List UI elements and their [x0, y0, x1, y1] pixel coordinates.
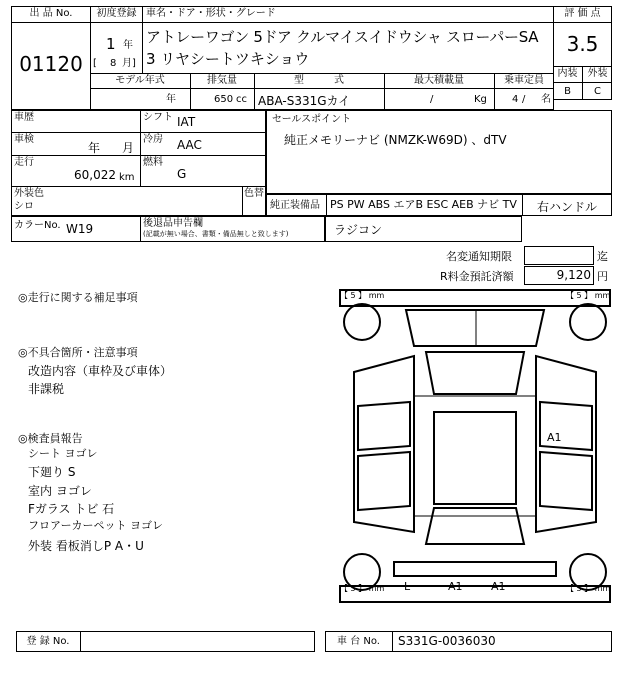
month-unit: 月]	[122, 58, 136, 69]
equipment-value: PS PW ABS エアB ESC AEB ナビ TV	[330, 198, 517, 211]
aftermarket-label: 後退品申告欄	[143, 218, 203, 229]
report-item-1: シート ヨゴレ	[28, 447, 98, 460]
notice-label: 名変通知期限	[446, 250, 512, 263]
damage-mark-rear-right: A1	[491, 580, 506, 593]
damage-mark-right-side: A1	[547, 431, 562, 444]
shift-label: シフト	[143, 112, 173, 123]
color-change-label: 色替	[244, 188, 264, 199]
displacement-label: 排気量	[207, 75, 237, 86]
steering-value: 右ハンドル	[536, 200, 597, 214]
year-unit: 年	[123, 40, 133, 51]
interior-label: 内装	[557, 68, 578, 79]
lot-label: 出 品 No.	[29, 8, 73, 19]
ac-label: 冷房	[143, 134, 163, 145]
color-no-value: W19	[66, 222, 94, 236]
first-reg-month: 8	[110, 58, 117, 69]
notice-value-box	[524, 246, 594, 265]
defects-header: ◎不具合箇所・注意事項	[18, 346, 138, 359]
first-reg-year: 1	[106, 35, 116, 53]
sales-point-label: セールスポイント	[272, 114, 352, 125]
vehicle-name-line2: 3 リヤシートツキショウ	[146, 50, 310, 68]
tire-front-right	[570, 304, 606, 340]
notice-unit: 迄	[597, 250, 608, 263]
defect-item-1: 改造内容（車枠及び車体）	[28, 364, 173, 378]
damage-mark-rear-left: L	[404, 580, 411, 593]
vehicle-label: 車名・ドア・形状・グレード	[146, 8, 276, 19]
tire-front-left	[344, 304, 380, 340]
lot-number: 01120	[19, 52, 83, 76]
tire-depth-top-right: 【 5 】 mm	[566, 291, 611, 300]
report-item-4: Fガラス トビ 石	[28, 502, 115, 516]
vehicle-name-line1: アトレーワゴン 5ドア クルマイスイドウシャ スローパーSA	[146, 28, 539, 46]
displacement-unit: cc	[236, 94, 247, 105]
recycle-label: R料金預託済額	[440, 270, 514, 283]
capacity-slash: /	[522, 94, 526, 105]
chassis-value: S331G-0036030	[398, 634, 496, 648]
inspection-label: 車検	[14, 134, 34, 145]
aftermarket-note: (記載が無い場合、書類・備品無しと致します)	[143, 230, 289, 238]
details-box	[11, 110, 266, 216]
report-item-2: 下廻り S	[28, 465, 76, 479]
score-value: 3.5	[566, 32, 599, 56]
month-bracket: [	[93, 58, 97, 69]
tire-depth-top-left: 【 5 】 mm	[340, 291, 385, 300]
shift-value: IAT	[177, 115, 196, 129]
model-year-label: モデル年式	[115, 75, 165, 86]
windshield	[426, 352, 524, 394]
rear-window	[426, 508, 524, 544]
color-no-label: カラーNo.	[14, 220, 61, 231]
history-label: 車歴	[14, 112, 34, 123]
right-rear-door	[540, 452, 592, 510]
car-condition-diagram	[336, 286, 614, 608]
recycle-unit: 円	[597, 270, 608, 283]
mileage-unit: km	[119, 172, 135, 183]
report-item-3: 室内 ヨゴレ	[28, 484, 92, 498]
inspection-month-unit: 月	[122, 141, 135, 155]
model-value: ABA-S331Gカイ	[258, 94, 351, 108]
mileage-label: 走行	[14, 157, 34, 168]
capacity-label: 乗車定員	[504, 75, 544, 86]
displacement-value: 650	[214, 94, 234, 105]
capacity-unit: 名	[541, 94, 551, 105]
sales-point-text: 純正メモリーナビ (NMZK-W69D) 、dTV	[284, 133, 507, 147]
tire-rear-left	[344, 554, 380, 590]
exterior-grade: C	[594, 86, 601, 97]
tire-depth-bottom-right: 【 5 】 mm	[566, 584, 611, 593]
model-year-unit: 年	[166, 94, 176, 105]
inspection-year-unit: 年	[88, 141, 101, 155]
hood	[406, 310, 544, 346]
exterior-label: 外装	[587, 68, 608, 79]
left-front-door	[358, 402, 410, 450]
interior-grade: B	[564, 86, 571, 97]
fuel-label: 燃料	[143, 157, 163, 168]
score-label: 評 価 点	[564, 8, 601, 19]
ext-color-value: シロ	[14, 201, 34, 212]
model-label: 型 式	[294, 75, 344, 86]
left-rear-door	[358, 452, 410, 510]
tire-depth-bottom-left: 【 5 】 mm	[340, 584, 385, 593]
report-item-5: フロアーカーペット ヨゴレ	[28, 519, 163, 532]
chassis-label: 車 台 No.	[337, 636, 380, 647]
rear-bumper	[394, 562, 556, 576]
roof	[434, 412, 516, 504]
inspector-header: ◎検査員報告	[18, 432, 83, 445]
capacity-value: 4	[512, 94, 519, 105]
max-load-label: 最大積載量	[414, 75, 464, 86]
equipment-label: 純正装備品	[270, 200, 320, 211]
fuel-value: G	[177, 167, 187, 181]
front-bumper	[340, 290, 610, 306]
damage-mark-rear-center: A1	[448, 580, 463, 593]
recycle-value: 9,120	[556, 268, 591, 282]
ext-color-label: 外装色	[14, 188, 44, 199]
driving-notes-header: ◎走行に関する補足事項	[18, 291, 138, 304]
tire-rear-right	[570, 554, 606, 590]
reg-no-label: 登 録 No.	[26, 636, 70, 647]
rear-bumper-lower	[340, 586, 610, 602]
mileage-value: 60,022	[74, 168, 116, 182]
max-load-unit: Kg	[474, 94, 487, 105]
max-load-slash: /	[430, 94, 434, 105]
report-item-6: 外装 看板消しP A・U	[28, 539, 144, 553]
first-reg-label: 初度登録	[96, 8, 137, 19]
defect-item-2: 非課税	[28, 382, 65, 396]
aftermarket-value: ラジコン	[334, 223, 383, 237]
ac-value: AAC	[177, 138, 202, 152]
